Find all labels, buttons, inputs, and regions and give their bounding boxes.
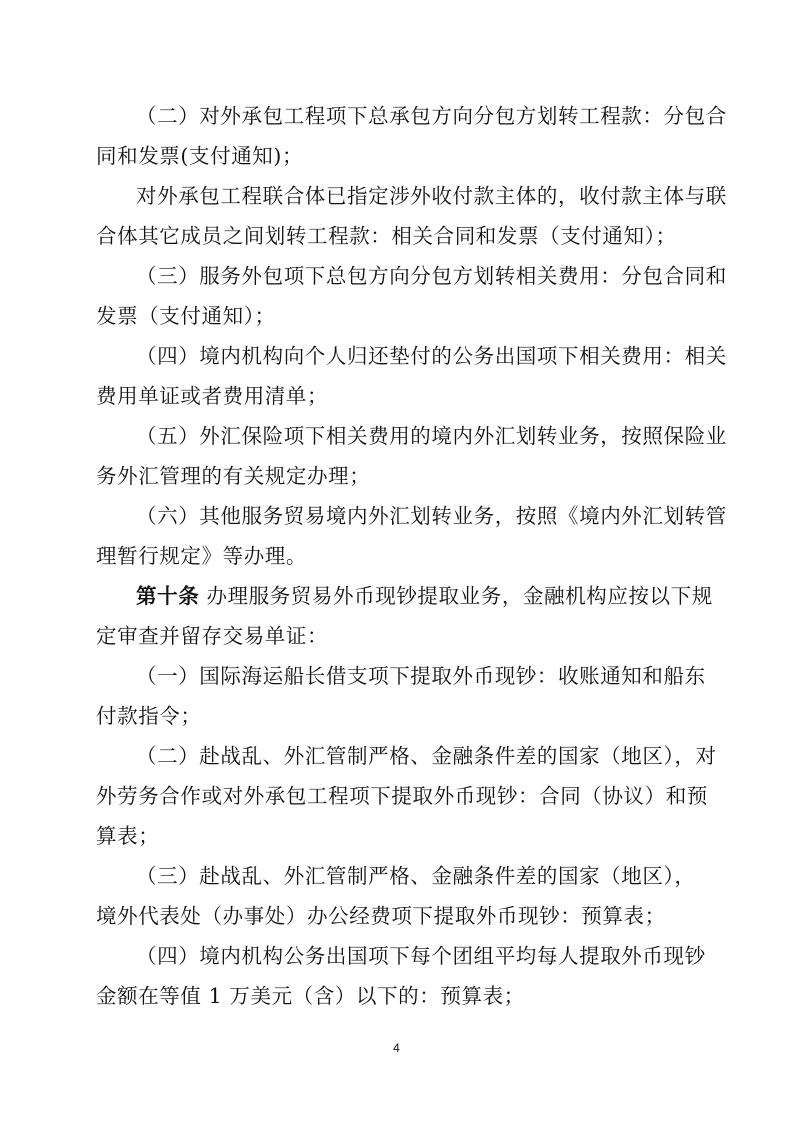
text-line: （六）其他服务贸易境内外汇划转业务，按照《境内外汇划转管 [136, 504, 727, 528]
text-line: 对外承包工程联合体已指定涉外收付款主体的，收付款主体与联 [136, 184, 727, 208]
text-line: 金额在等值 1 万美元（含）以下的：预算表； [96, 984, 525, 1008]
text-line: 定审查并留存交易单证： [96, 624, 329, 648]
text-line: 同和发票(支付通知)； [96, 144, 304, 168]
article-heading: 第十条 [136, 584, 200, 608]
text-line: 境外代表处（办事处）办公经费项下提取外币现钞：预算表； [96, 904, 666, 928]
article-line [136, 582, 713, 610]
text-line: 算表； [96, 824, 160, 848]
text-line: （二）赴战乱、外汇管制严格、金融条件差的国家（地区），对 [136, 744, 717, 768]
page-number: 4 [393, 1041, 400, 1055]
text-line: （三）赴战乱、外汇管制严格、金融条件差的国家（地区）， [136, 864, 696, 888]
text-line: （二）对外承包工程项下总承包方向分包方划转工程款：分包合 [136, 104, 727, 128]
text-line: （四）境内机构公务出国项下每个团组平均每人提取外币现钞 [136, 944, 706, 968]
text-line: （三）服务外包项下总包方向分包方划转相关费用：分包合同和 [136, 264, 727, 288]
text-line: 合体其它成员之间划转工程款：相关合同和发票（支付通知）； [96, 224, 677, 248]
text-line: （一）国际海运船长借支项下提取外币现钞：收账通知和船东 [136, 664, 706, 688]
text-line: 外劳务合作或对外承包工程项下提取外币现钞：合同（协议）和预 [96, 784, 708, 808]
text-line: 理暂行规定》等办理。 [96, 544, 307, 568]
text-line: 发票（支付通知）； [96, 304, 276, 328]
text-line: 付款指令； [96, 704, 202, 728]
text-line: 费用单证或者费用清单； [96, 384, 329, 408]
text-line: 务外汇管理的有关规定办理； [96, 464, 371, 488]
article-text: 办理服务贸易外币现钞提取业务，金融机构应按以下规 [206, 584, 713, 608]
text-line: （五）外汇保险项下相关费用的境内外汇划转业务，按照保险业 [136, 424, 727, 448]
text-line: （四）境内机构向个人归还垫付的公务出国项下相关费用：相关 [136, 344, 727, 368]
